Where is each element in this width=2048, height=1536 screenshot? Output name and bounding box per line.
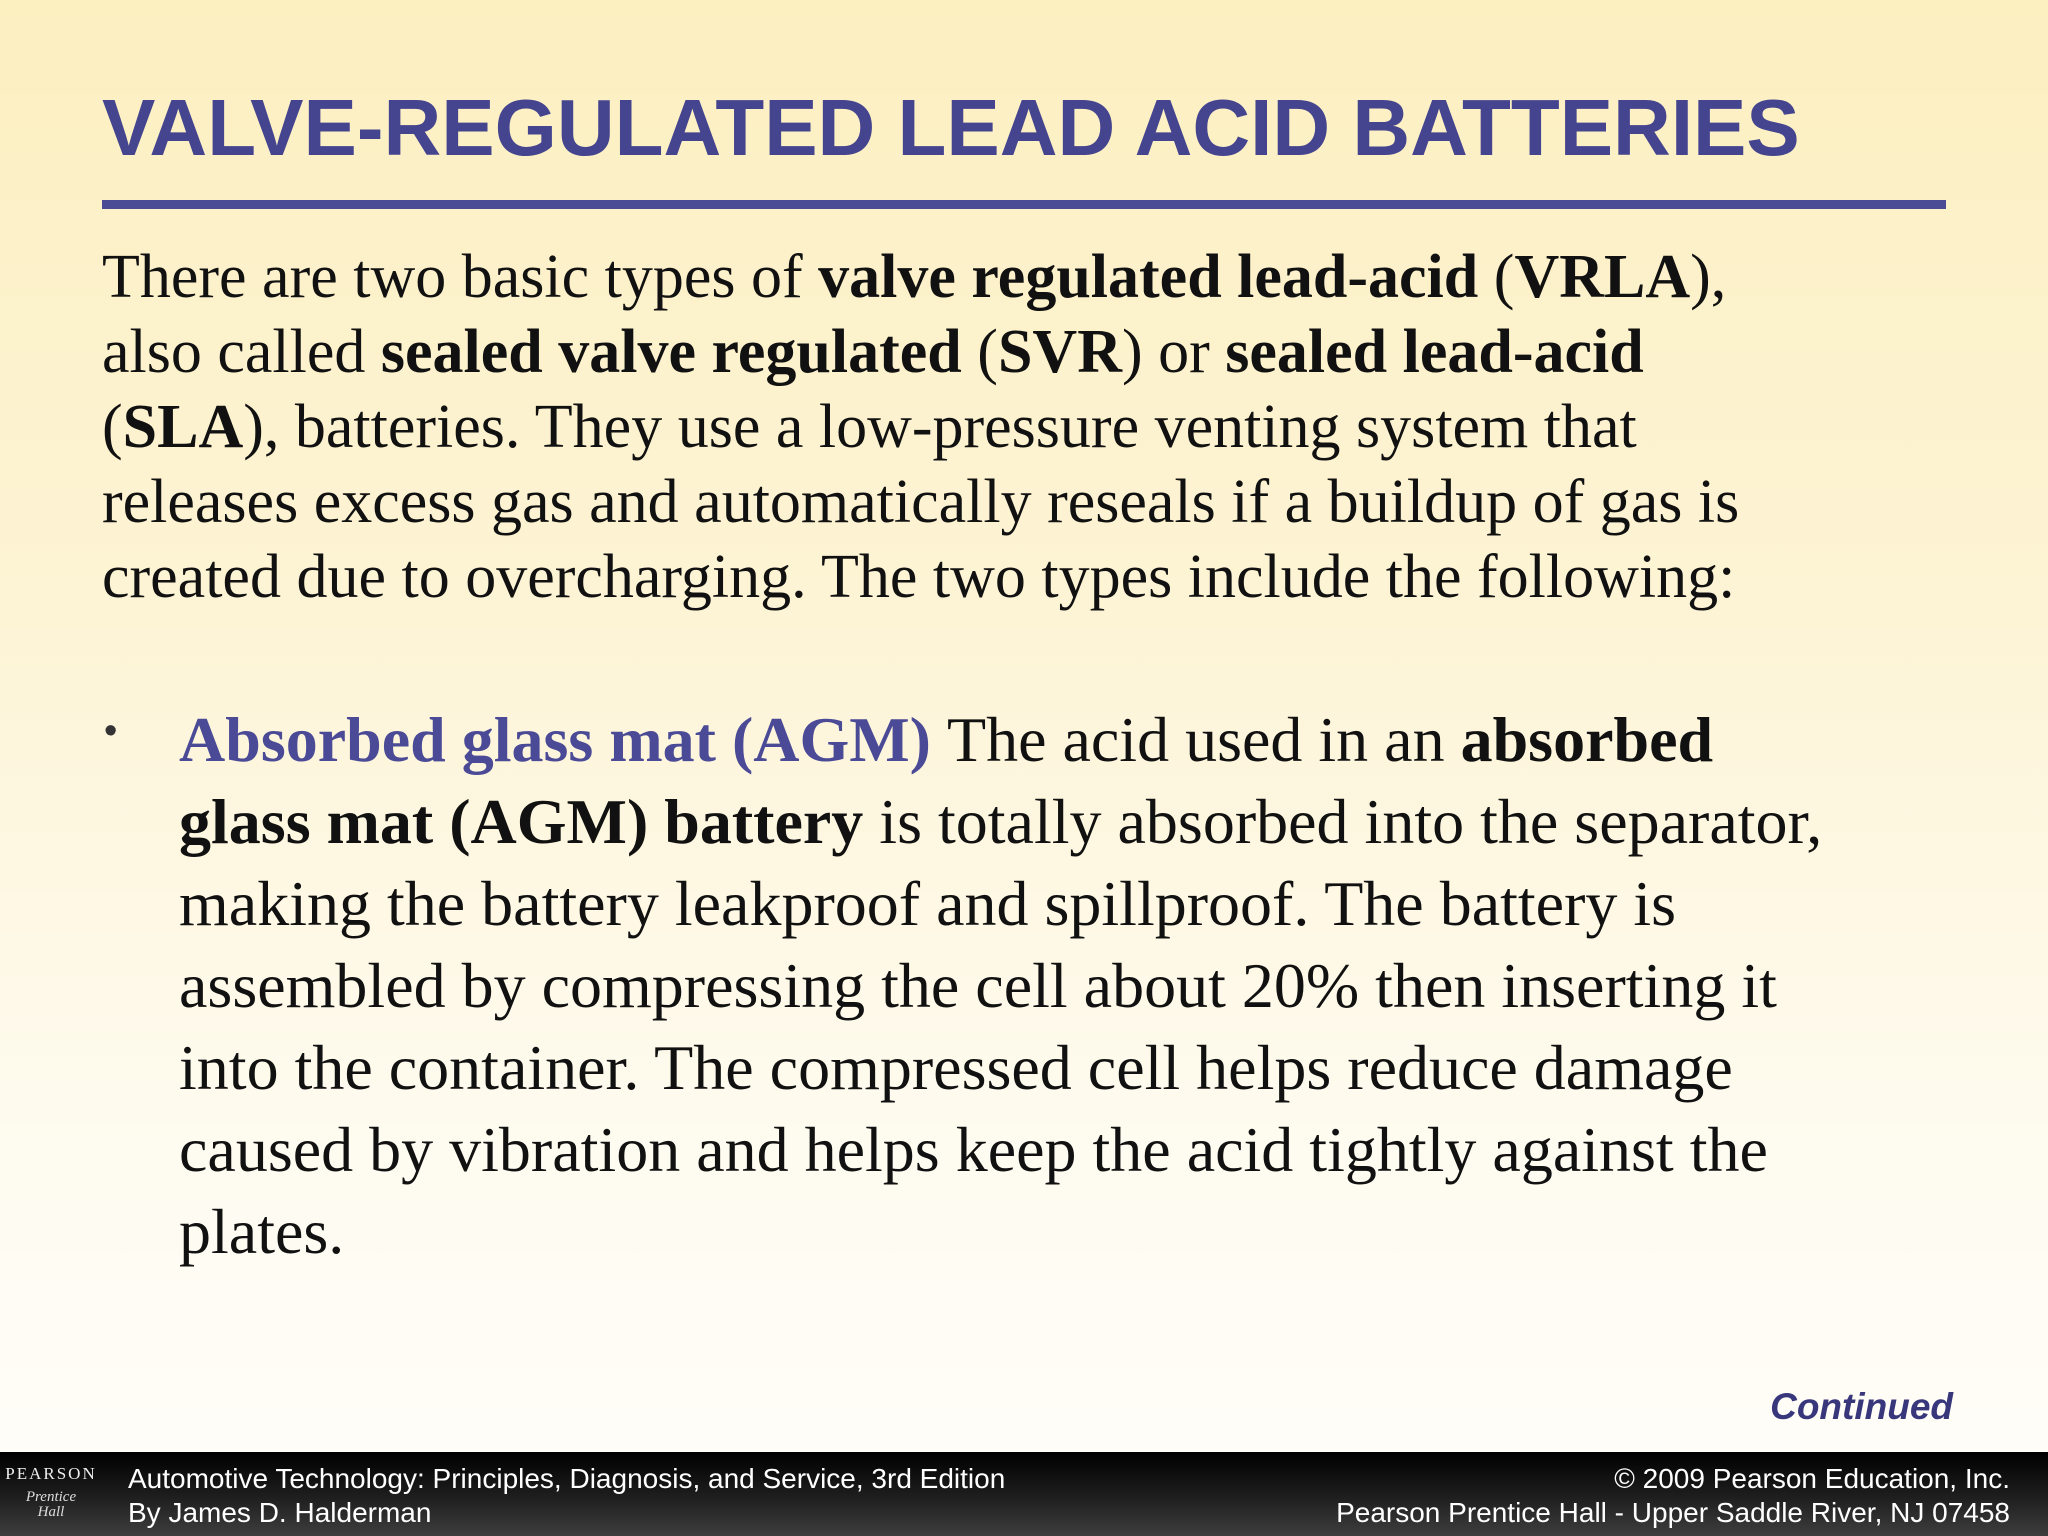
bullet-text: caused by vibration and helps keep the acid tightly against the bbox=[179, 1114, 1768, 1185]
term-sla-full: sealed lead-acid bbox=[1225, 318, 1644, 386]
footer-bar bbox=[0, 1452, 2048, 1536]
footer-book-title: Automotive Technology: Principles, Diagnosis, and Service, 3rd Edition bbox=[128, 1463, 1006, 1494]
bullet-marker: • bbox=[104, 710, 118, 752]
bullet-text: assembled by compressing the cell about 20% then inserting it bbox=[179, 950, 1777, 1021]
logo-pearson: PEARSON bbox=[5, 1464, 97, 1483]
slide-title: VALVE-REGULATED LEAD ACID BATTERIES bbox=[102, 83, 1800, 172]
term-agm: absorbed bbox=[1460, 704, 1714, 775]
intro-text: ( bbox=[961, 318, 998, 386]
footer-author: By James D. Halderman bbox=[128, 1497, 432, 1528]
logo-prentice-hall bbox=[0, 1490, 102, 1520]
intro-text: ( bbox=[1478, 243, 1515, 311]
bullet-heading: Absorbed glass mat (AGM) bbox=[179, 704, 931, 775]
bullet-text: into the container. The compressed cell helps reduce damage bbox=[179, 1032, 1733, 1103]
intro-text: also called bbox=[102, 318, 381, 386]
intro-text: ), batteries. They use a low-pressure venting system that bbox=[243, 393, 1637, 461]
logo-prentice: Prentice bbox=[25, 1489, 77, 1505]
term-svr-full: sealed valve regulated bbox=[380, 318, 962, 386]
intro-text: ) or bbox=[1121, 318, 1226, 386]
footer-publisher: Pearson Prentice Hall - Upper Saddle River, NJ 07458 bbox=[1336, 1497, 2010, 1528]
term-svr: SVR bbox=[997, 318, 1122, 386]
intro-text: releases excess gas and automatically reseals if a buildup of gas is bbox=[102, 468, 1740, 536]
bullet-text: plates. bbox=[179, 1196, 345, 1267]
intro-text: ( bbox=[102, 393, 123, 461]
title-divider bbox=[102, 200, 1946, 209]
term-sla: SLA bbox=[122, 393, 244, 461]
footer-copyright: © 2009 Pearson Education, Inc. bbox=[1614, 1463, 2010, 1494]
intro-text: There are two basic types of bbox=[102, 243, 819, 311]
term-vrla: VRLA bbox=[1514, 243, 1691, 311]
bullet-text: is totally absorbed into the separator, bbox=[863, 786, 1823, 857]
bullet-text: making the battery leakproof and spillproof. The battery is bbox=[179, 868, 1677, 939]
bullet-text: The acid used in an bbox=[946, 704, 1461, 775]
intro-text: ), bbox=[1690, 243, 1727, 311]
bullet-agm bbox=[179, 699, 1959, 1273]
term-agm: glass mat (AGM) battery bbox=[179, 786, 864, 857]
publisher-logo bbox=[0, 1452, 102, 1536]
continued-label: Continued bbox=[1770, 1386, 1953, 1427]
intro-text: created due to overcharging. The two types include the following: bbox=[102, 543, 1736, 611]
logo-hall: Hall bbox=[37, 1504, 65, 1520]
intro-paragraph bbox=[102, 240, 1952, 615]
term-vrla-full: valve regulated lead-acid bbox=[818, 243, 1479, 311]
